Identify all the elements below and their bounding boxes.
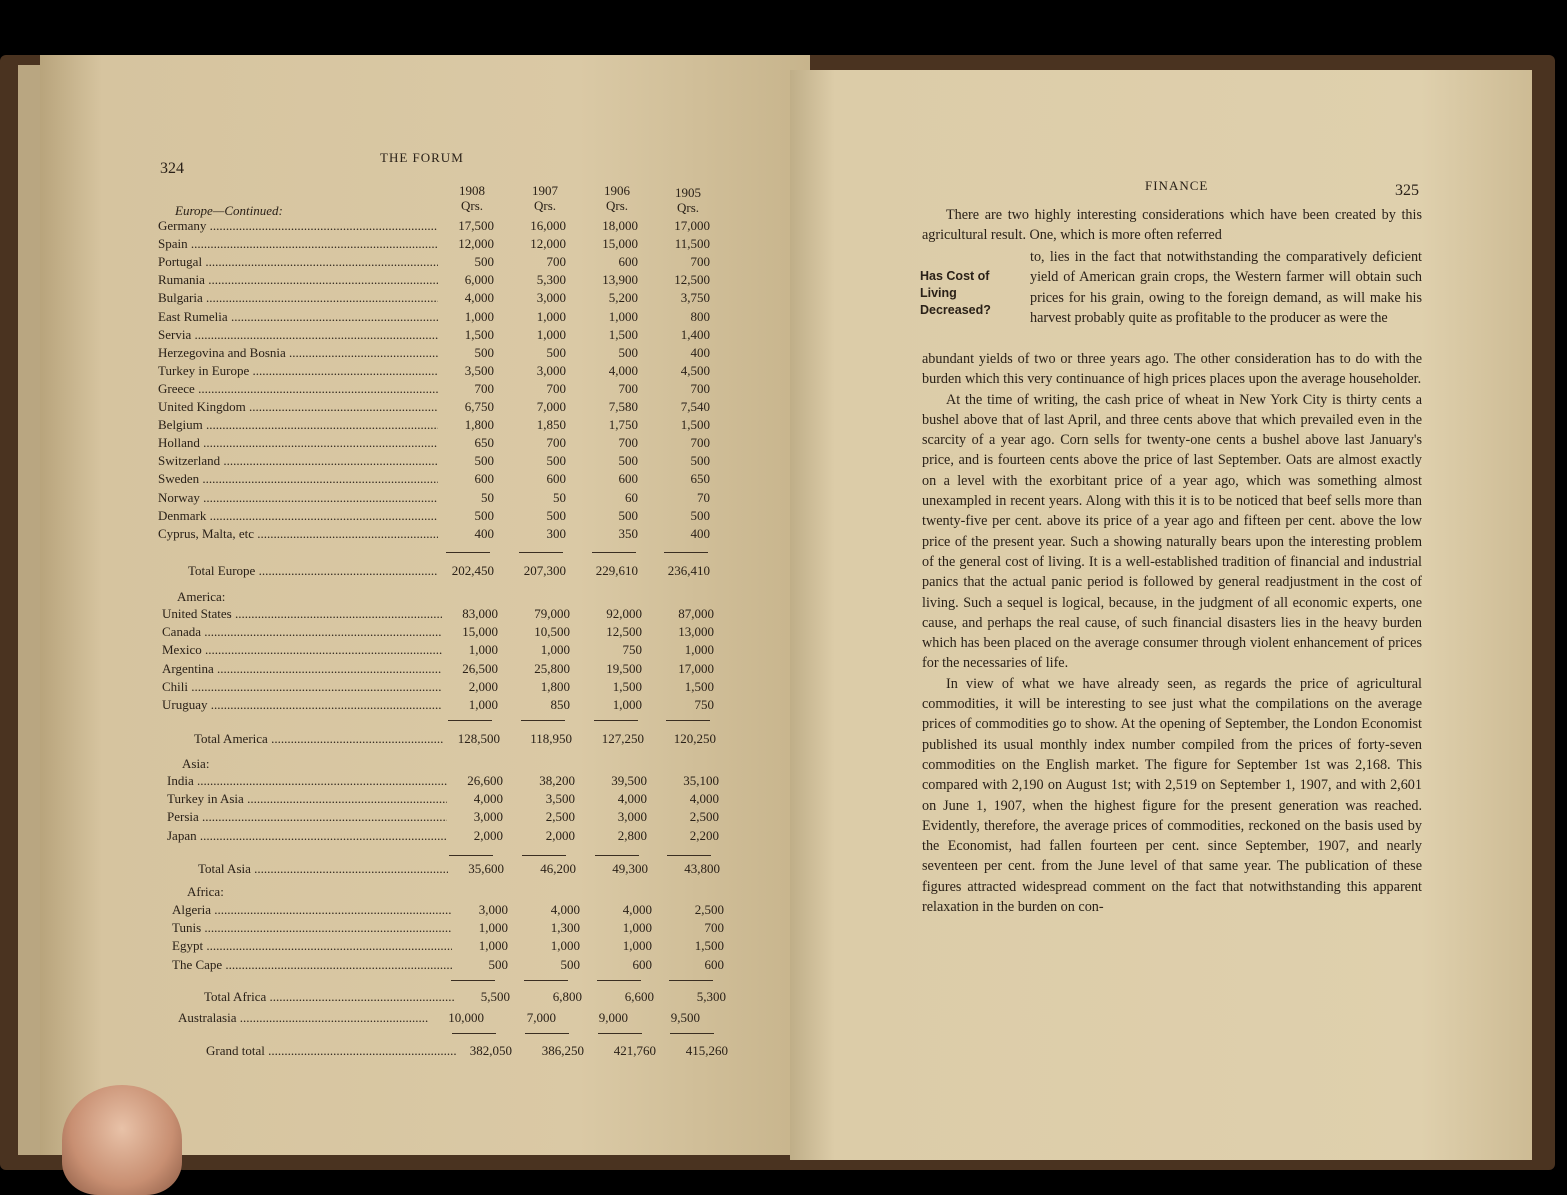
row-value: 6,750 [464,399,494,414]
total-value: 35,600 [468,861,504,876]
row-label: The Cape ..... [172,957,452,973]
row-label: Turkey in Asia ..... [167,791,447,807]
wrapped-paragraph: to, lies in the fact that notwithstanding the comparatively deficient yield of American grain crops, the Western farmer will obtain such prices for his grain, owing to the foreign demand, as will make his harvest probably quite as profitable to the producer as were the [1030,249,1422,326]
table-row [158,345,718,363]
right-page-number: 325 [1395,182,1419,199]
row-value: 600 [618,254,638,270]
table-row [162,624,722,642]
row-value: 13,900 [602,272,638,288]
total-value: 127,250 [601,731,644,746]
row-value: 500 [690,507,710,523]
row-value: 1,800 [540,678,570,694]
row-value: 400 [690,344,710,360]
row-value: 1,400 [680,326,710,342]
row-value: 15,000 [462,624,498,640]
table-row [158,526,718,544]
total-rule [670,1033,714,1034]
table-row [167,791,727,809]
row-value: 650 [690,471,710,487]
row-label: Greece ..... [158,381,438,397]
row-value: 87,000 [678,606,714,621]
total-label: Australasia ..... [178,1010,428,1026]
total-value: 415,260 [685,1043,728,1058]
total-label: Total Asia ..... [198,861,448,877]
table-row [162,679,722,697]
row-value: 2,000 [545,827,575,843]
table-row [172,920,732,938]
row-value: 700 [690,435,710,451]
total-value: 5,500 [480,989,510,1004]
table-row [162,642,722,660]
row-value: 500 [474,254,494,270]
row-value: 1,000 [468,697,498,712]
row-value: 26,600 [467,773,503,788]
row-value: 2,500 [694,902,724,917]
table-row [158,272,718,290]
row-value: 17,000 [674,218,710,233]
table-row [158,490,718,508]
row-value: 700 [474,380,494,396]
row-value: 700 [618,435,638,451]
row-label: East Rumelia ..... [158,309,438,325]
total-value: 9,500 [670,1010,700,1025]
row-label: Canada ..... [162,624,442,640]
row-value: 2,500 [689,809,719,825]
row-value: 600 [474,471,494,487]
year-header: 1907 Qrs. [532,183,558,213]
total-value: 236,410 [667,563,710,578]
row-value: 17,000 [678,660,714,676]
row-value: 600 [618,471,638,487]
row-value: 1,500 [612,678,642,694]
row-value: 700 [704,920,724,936]
row-label: Mexico ..... [162,642,442,658]
row-value: 500 [690,453,710,469]
row-value: 60 [625,489,638,505]
paragraph-prices: At the time of writing, the cash price of wheat in New York City is thirty cents a bushel above that of last April, and three cents above that which prevailed even in the scarcity of a year ago. Corn sells for twenty-one cents a bushel above last January's price, and is fourteen cents above the price of last September. Oats are almost exactly on a level with the exorbitant price of a year ago, which was something almost unexampled in recent years. Along with this it is to be noticed that beef sells more than twenty-five per cent. above its price of a year ago and fifteen per cent. above the low price of the present year. Such a showing naturally bears upon the interesting problem of the general cost of living. It is a well-established tradition of financial and industrial panics that the actual panic period is followed by general readjustment in the cost of living. Such a sequel is logical, because, in the judgment of all economic experts, one cause, and perhaps the real cause, of such financial disasters lies in the heavy burden which has been placed on the average consumer through violent enhancement of prices for the necessaries of life. [922,391,1422,672]
table-row [158,399,718,417]
row-value: 400 [474,525,494,541]
total-rule [519,552,563,553]
row-value: 39,500 [611,773,647,788]
table-row [158,309,718,327]
row-value: 700 [690,380,710,396]
row-label: Egypt ..... [172,938,452,954]
total-row [160,1010,708,1028]
table-row [167,828,727,846]
total-rule [446,552,490,553]
row-value: 500 [474,344,494,360]
row-label: India ..... [167,773,447,789]
side-heading-line: Has Cost of [920,269,990,283]
row-value: 1,850 [536,417,566,433]
row-value: 26,500 [462,660,498,676]
row-label: Denmark ..... [158,508,438,524]
total-value: 7,000 [526,1010,556,1025]
row-label: Tunis ..... [172,920,452,936]
row-value: 3,500 [545,791,575,807]
row-value: 500 [488,956,508,972]
row-value: 500 [560,956,580,972]
row-value: 1,000 [684,642,714,658]
row-value: 3,000 [536,362,566,378]
row-value: 400 [690,525,710,541]
row-value: 19,500 [606,660,642,676]
right-running-head: FINANCE [1145,178,1209,193]
year-header: 1905 Qrs. [675,185,701,215]
total-rule [451,980,495,981]
row-value: 1,000 [536,326,566,342]
row-label: Switzerland ..... [158,453,438,469]
row-value: 4,000 [617,791,647,807]
total-label: Grand total ..... [206,1043,456,1059]
table-row [172,957,732,975]
total-value: 49,300 [612,861,648,876]
year-header: 1906 Qrs. [604,183,630,213]
row-value: 1,000 [464,308,494,324]
total-rule [592,552,636,553]
row-value: 500 [618,344,638,360]
row-label: Servia ..... [158,327,438,343]
row-value: 7,580 [608,399,638,414]
total-rule [524,980,568,981]
row-value: 4,500 [680,362,710,378]
total-rule [666,720,710,721]
row-value: 500 [546,507,566,523]
row-value: 11,500 [674,236,710,252]
total-rule [664,552,708,553]
total-rule [669,980,713,981]
side-heading-line: Decreased? [920,303,991,317]
row-label: Spain ..... [158,236,438,252]
table-row [158,435,718,453]
row-value: 2,800 [617,827,647,843]
body-column [922,349,1422,917]
row-value: 1,500 [464,326,494,342]
row-label: Bulgaria ..... [158,290,438,306]
row-value: 2,000 [468,678,498,694]
table-row [167,773,727,791]
total-value: 120,250 [673,731,716,746]
total-value: 6,800 [552,989,582,1004]
africa-heading: Africa: [187,884,224,899]
table-row [158,471,718,489]
total-label: Total Europe ..... [188,563,438,579]
row-label: Sweden ..... [158,471,438,487]
row-label: United Kingdom ..... [158,399,438,415]
row-value: 12,000 [530,236,566,252]
side-heading [920,268,1020,319]
total-value: 6,600 [624,989,654,1004]
total-value: 5,300 [696,989,726,1004]
table-row [158,236,718,254]
row-value: 35,100 [683,773,719,788]
row-value: 1,300 [550,920,580,936]
row-value: 1,000 [622,920,652,936]
total-row [170,563,718,581]
table-row [172,902,732,920]
row-value: 1,000 [540,642,570,658]
total-row [176,731,724,749]
row-value: 700 [690,254,710,270]
row-label: Portugal ..... [158,254,438,270]
total-value: 207,300 [523,563,566,578]
row-value: 500 [618,507,638,523]
row-value: 2,500 [545,809,575,825]
row-value: 350 [618,525,638,541]
row-value: 5,200 [608,290,638,306]
row-value: 12,500 [606,624,642,640]
row-value: 500 [546,453,566,469]
paragraph-continuation: abundant yields of two or three years ago. The other consideration has to do with the burden which this very continuance of high prices places upon the average householder. [922,351,1422,388]
row-value: 500 [618,453,638,469]
row-value: 650 [474,435,494,451]
total-rule [595,855,639,856]
row-label: Holland ..... [158,435,438,451]
row-value: 1,000 [550,938,580,954]
total-value: 382,050 [469,1043,512,1058]
row-value: 4,000 [689,791,719,807]
total-rule [452,1033,496,1034]
row-value: 1,500 [694,938,724,954]
row-label: Persia ..... [167,809,447,825]
row-value: 600 [704,956,724,972]
table-row [158,417,718,435]
row-label: Turkey in Europe ..... [158,363,438,379]
table-row [158,218,718,236]
total-rule [449,855,493,856]
total-rule [597,980,641,981]
row-value: 850 [550,697,570,712]
row-label: Rumania ..... [158,272,438,288]
row-value: 750 [622,642,642,658]
row-value: 70 [697,489,710,505]
total-row [188,1043,736,1061]
total-rule [525,1033,569,1034]
table-row [158,453,718,471]
europe-heading: Europe—Continued: [175,203,283,218]
row-value: 1,800 [464,417,494,433]
row-value: 12,000 [458,236,494,252]
total-rule [448,720,492,721]
table-row [158,254,718,272]
table-row [167,809,727,827]
row-value: 700 [546,380,566,396]
row-label: Uruguay ..... [162,697,442,713]
year-header: 1908 Qrs. [459,183,485,213]
intro-paragraph: There are two highly interesting considerations which have been created by this agricultural result. One, which is more often referred [922,207,1422,244]
row-value: 700 [618,380,638,396]
row-value: 38,200 [539,773,575,788]
total-label: Total Africa ..... [204,989,454,1005]
row-value: 1,000 [536,308,566,324]
row-value: 4,000 [608,362,638,378]
row-value: 16,000 [530,218,566,233]
row-value: 3,000 [617,809,647,825]
row-value: 1,000 [478,938,508,954]
table-row [172,938,732,956]
row-value: 500 [546,344,566,360]
row-label: United States ..... [162,606,442,622]
row-label: Argentina ..... [162,661,442,677]
thumb [62,1085,182,1195]
table-row [162,661,722,679]
row-value: 5,300 [536,272,566,288]
total-value: 10,000 [448,1010,484,1025]
table-row [158,290,718,308]
row-label: Herzegovina and Bosnia ..... [158,345,438,361]
row-label: Norway ..... [158,490,438,506]
total-label: Total America ..... [194,731,444,747]
total-rule [667,855,711,856]
row-value: 12,500 [674,272,710,288]
row-value: 4,000 [622,902,652,917]
row-value: 13,000 [678,624,714,640]
row-value: 7,000 [536,399,566,414]
paragraph-commodities: In view of what we have already seen, as regards the price of agricultural commodities, it will be interesting to see just what the compilations on the average prices of commodities go to show. At the opening of September, the London Economist published its usual monthly index number compiled from the prices of forty-seven commodities on the English market. The figure for September 1st was 2,168. This compared with 2,190 on August 1st; with 2,519 on September 1, 1907, and with 2,601 on June 1, 1907, when the highest figure for the present generation was reached. Evidently, therefore, the average prices of commodities, reckoned on the basis used by the Economist, had fallen fourteen per cent. since September, 1907, and nearly seventeen per cent. from the June level of that same year. The publication of these figures attracted widespread comment on the fact that notwithstanding this apparent relaxation in the burden on con- [922,675,1422,916]
total-rule [598,1033,642,1034]
row-value: 6,000 [464,272,494,288]
row-label: Chili ..... [162,679,442,695]
row-value: 83,000 [462,606,498,621]
row-value: 4,000 [550,902,580,917]
row-value: 10,500 [534,624,570,640]
row-value: 25,800 [534,660,570,676]
row-label: Germany ..... [158,218,438,234]
row-value: 15,000 [602,236,638,252]
row-value: 700 [546,435,566,451]
total-row [186,989,734,1007]
row-value: 1,000 [612,697,642,712]
table-row [158,508,718,526]
table-row [158,381,718,399]
row-value: 1,750 [608,417,638,433]
total-value: 229,610 [595,563,638,578]
america-heading: America: [177,589,226,604]
row-value: 2,200 [689,827,719,843]
row-value: 3,000 [478,902,508,917]
total-value: 118,950 [530,731,572,746]
row-value: 600 [632,956,652,972]
row-value: 50 [553,489,566,505]
asia-heading: Asia: [182,756,210,771]
row-value: 500 [474,507,494,523]
row-value: 1,000 [478,920,508,936]
total-value: 43,800 [684,861,720,876]
row-label: Japan ..... [167,828,447,844]
row-value: 79,000 [534,606,570,621]
total-value: 421,760 [613,1043,656,1058]
total-value: 128,500 [457,731,500,746]
total-rule [521,720,565,721]
row-value: 600 [546,471,566,487]
row-value: 2,000 [473,827,503,843]
total-value: 9,000 [598,1010,628,1025]
total-rule [594,720,638,721]
total-value: 46,200 [540,861,576,876]
row-value: 3,500 [464,362,494,378]
row-label: Algeria ..... [172,902,452,918]
row-value: 3,000 [473,809,503,825]
table-row [162,697,722,715]
row-value: 1,500 [680,417,710,433]
row-label: Belgium ..... [158,417,438,433]
table-row [158,363,718,381]
row-value: 1,000 [622,938,652,954]
row-value: 17,500 [458,218,494,233]
row-value: 3,750 [680,290,710,306]
row-label: Cyprus, Malta, etc ..... [158,526,438,542]
total-value: 386,250 [541,1043,584,1058]
row-value: 7,540 [680,399,710,414]
row-value: 500 [474,453,494,469]
row-value: 1,500 [608,326,638,342]
row-value: 750 [694,697,714,712]
row-value: 4,000 [473,791,503,807]
row-value: 1,000 [468,642,498,658]
row-value: 18,000 [602,218,638,233]
row-value: 4,000 [464,290,494,306]
row-value: 1,500 [684,678,714,694]
row-value: 3,000 [536,290,566,306]
table-row [162,606,722,624]
row-value: 300 [546,525,566,541]
total-value: 202,450 [451,563,494,578]
total-row [180,861,728,879]
row-value: 800 [690,308,710,324]
left-running-head: THE FORUM [380,150,464,165]
row-value: 92,000 [606,606,642,621]
total-rule [522,855,566,856]
table-row [158,327,718,345]
side-heading-line: Living [920,286,957,300]
row-value: 50 [481,489,494,505]
row-value: 700 [546,254,566,270]
left-page-number: 324 [160,160,184,177]
row-value: 1,000 [608,308,638,324]
